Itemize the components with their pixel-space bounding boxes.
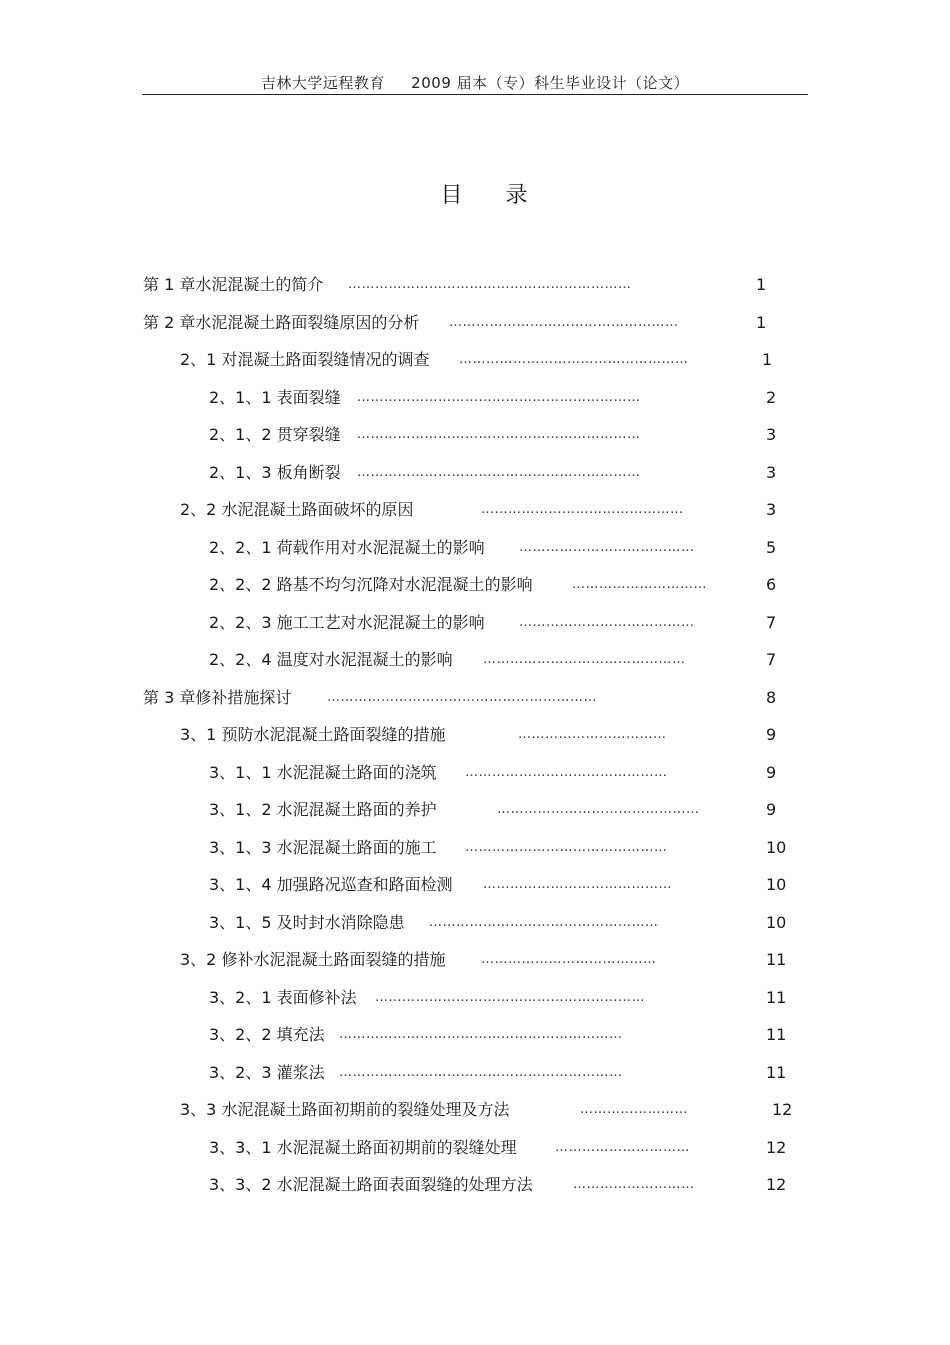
toc-dot-leader: …………………………………………… bbox=[429, 914, 659, 930]
toc-entry[interactable] bbox=[0, 904, 950, 942]
toc-entry[interactable] bbox=[0, 716, 950, 754]
toc-dot-leader: ……………………………………………………… bbox=[339, 1064, 623, 1080]
toc-entry-title[interactable]: 2、1、3 板角断裂 bbox=[209, 462, 341, 482]
toc-page-number: 11 bbox=[766, 950, 787, 969]
toc-dot-leader: …………………………… bbox=[518, 727, 667, 742]
toc-entry-title[interactable]: 3、1、1 水泥混凝土路面的浇筑 bbox=[209, 762, 437, 782]
toc-page-number: 10 bbox=[766, 837, 787, 857]
toc-dot-leader: ……………………… bbox=[573, 1177, 695, 1192]
toc-entry[interactable] bbox=[0, 491, 950, 529]
toc-entry[interactable] bbox=[0, 979, 950, 1017]
toc-dot-leader: ………………………………… bbox=[481, 952, 657, 967]
toc-entry-title[interactable]: 3、1、3 水泥混凝土路面的施工 bbox=[209, 837, 437, 857]
toc-dot-leader: ……………………………………………………… bbox=[339, 1027, 623, 1042]
table-of-contents bbox=[0, 266, 950, 1204]
toc-page-number: 7 bbox=[766, 650, 777, 669]
toc-dot-leader: …………………………………… bbox=[483, 877, 672, 892]
toc-page-number: 6 bbox=[766, 575, 777, 594]
toc-dot-leader: …………………………………………………… bbox=[327, 689, 597, 705]
toc-entry[interactable] bbox=[0, 1091, 950, 1129]
page-title: 目 录 bbox=[440, 183, 546, 208]
toc-entry-title[interactable]: 2、2、1 荷载作用对水泥混凝土的影响 bbox=[209, 537, 485, 557]
toc-entry-title[interactable]: 3、3、2 水泥混凝土路面表面裂缝的处理方法 bbox=[209, 1175, 533, 1194]
toc-entry-title[interactable]: 3、1、5 及时封水消除隐患 bbox=[209, 912, 405, 932]
toc-entry[interactable] bbox=[0, 754, 950, 792]
toc-entry[interactable] bbox=[0, 641, 950, 679]
toc-page-number: 10 bbox=[766, 912, 787, 932]
toc-dot-leader: ……………………………………………………… bbox=[357, 464, 641, 480]
toc-entry[interactable] bbox=[0, 829, 950, 867]
toc-entry[interactable] bbox=[0, 304, 950, 342]
toc-entry[interactable] bbox=[0, 1129, 950, 1167]
toc-entry-title[interactable]: 3、2 修补水泥混凝土路面裂缝的措施 bbox=[180, 950, 446, 969]
toc-entry[interactable] bbox=[0, 566, 950, 604]
toc-page-number: 1 bbox=[756, 312, 767, 332]
toc-entry-title[interactable]: 2、2、2 路基不均匀沉降对水泥混凝土的影响 bbox=[209, 575, 533, 594]
toc-dot-leader: ……………………………………………………… bbox=[357, 389, 641, 405]
toc-entry-title[interactable]: 2、2、4 温度对水泥混凝土的影响 bbox=[209, 650, 453, 669]
toc-page-number: 12 bbox=[766, 1175, 787, 1194]
toc-dot-leader: …………………………………………………… bbox=[375, 989, 645, 1005]
toc-entry-title[interactable]: 第 3 章修补措施探讨 bbox=[143, 687, 292, 707]
toc-dot-leader: ……………………………………… bbox=[481, 502, 684, 517]
toc-page-number: 12 bbox=[766, 1137, 787, 1157]
toc-entry-title[interactable]: 3、1、4 加强路况巡查和路面检测 bbox=[209, 875, 453, 894]
toc-entry[interactable] bbox=[0, 341, 950, 379]
header-rule bbox=[142, 94, 808, 95]
toc-page-number: 1 bbox=[762, 350, 773, 369]
toc-entry-title[interactable]: 3、3 水泥混凝土路面初期前的裂缝处理及方法 bbox=[180, 1100, 510, 1119]
toc-dot-leader: …………………………………………… bbox=[459, 352, 689, 367]
toc-dot-leader: ……………………………………… bbox=[497, 802, 700, 817]
toc-page-number: 3 bbox=[766, 425, 777, 444]
toc-entry-title[interactable]: 2、1、1 表面裂缝 bbox=[209, 387, 341, 407]
toc-entry-title[interactable]: 2、1 对混凝土路面裂缝情况的调查 bbox=[180, 350, 430, 369]
toc-entry-title[interactable]: 2、2、3 施工工艺对水泥混凝土的影响 bbox=[209, 612, 485, 632]
toc-page-number: 1 bbox=[756, 275, 767, 294]
toc-entry-title[interactable]: 3、2、1 表面修补法 bbox=[209, 987, 357, 1007]
toc-entry[interactable] bbox=[0, 604, 950, 642]
toc-dot-leader: ………………………………… bbox=[519, 539, 695, 555]
toc-entry[interactable] bbox=[0, 266, 950, 304]
toc-entry-title[interactable]: 2、2 水泥混凝土路面破坏的原因 bbox=[180, 500, 414, 519]
toc-entry[interactable] bbox=[0, 679, 950, 717]
toc-entry[interactable] bbox=[0, 866, 950, 904]
toc-page-number: 11 bbox=[766, 987, 787, 1007]
toc-entry-title[interactable]: 3、2、2 填充法 bbox=[209, 1025, 325, 1044]
toc-dot-leader: ……………………………………… bbox=[465, 764, 668, 780]
toc-page-number: 12 bbox=[772, 1100, 793, 1119]
toc-page-number: 9 bbox=[766, 800, 777, 819]
running-header: 吉林大学远程教育 2009 届本（专）科生毕业设计（论文） bbox=[260, 74, 690, 92]
toc-entry-title[interactable]: 第 1 章水泥混凝土的简介 bbox=[143, 275, 324, 294]
toc-dot-leader: ……………………………………… bbox=[465, 839, 668, 855]
toc-page-number: 8 bbox=[766, 687, 777, 707]
toc-entry-title[interactable]: 第 2 章水泥混凝土路面裂缝原因的分析 bbox=[143, 312, 420, 332]
toc-page-number: 3 bbox=[766, 462, 777, 482]
toc-page-number: 11 bbox=[766, 1062, 787, 1082]
toc-entry[interactable] bbox=[0, 379, 950, 417]
toc-entry[interactable] bbox=[0, 416, 950, 454]
toc-entry[interactable] bbox=[0, 791, 950, 829]
toc-entry[interactable] bbox=[0, 1016, 950, 1054]
toc-dot-leader: ……………………………………… bbox=[483, 652, 686, 667]
toc-page-number: 2 bbox=[766, 387, 777, 407]
toc-entry-title[interactable]: 2、1、2 贯穿裂缝 bbox=[209, 425, 341, 444]
toc-entry[interactable] bbox=[0, 454, 950, 492]
toc-page-number: 9 bbox=[766, 725, 777, 744]
toc-dot-leader: …………………………………………… bbox=[449, 314, 679, 330]
toc-entry-title[interactable]: 3、2、3 灌浆法 bbox=[209, 1062, 325, 1082]
toc-entry[interactable] bbox=[0, 1166, 950, 1204]
toc-entry[interactable] bbox=[0, 941, 950, 979]
toc-dot-leader: ……………………………………………………… bbox=[357, 427, 641, 442]
toc-page-number: 11 bbox=[766, 1025, 787, 1044]
toc-dot-leader: ………………………………… bbox=[519, 614, 695, 630]
toc-dot-leader: …………………… bbox=[580, 1102, 688, 1117]
toc-dot-leader: ………………………… bbox=[572, 577, 707, 592]
toc-entry-title[interactable]: 3、1 预防水泥混凝土路面裂缝的措施 bbox=[180, 725, 446, 744]
toc-page-number: 3 bbox=[766, 500, 777, 519]
toc-page-number: 7 bbox=[766, 612, 777, 632]
toc-dot-leader: ……………………………………………………… bbox=[348, 277, 632, 292]
toc-entry-title[interactable]: 3、3、1 水泥混凝土路面初期前的裂缝处理 bbox=[209, 1137, 517, 1157]
toc-entry-title[interactable]: 3、1、2 水泥混凝土路面的养护 bbox=[209, 800, 437, 819]
toc-page-number: 10 bbox=[766, 875, 787, 894]
toc-entry[interactable] bbox=[0, 1054, 950, 1092]
toc-page-number: 9 bbox=[766, 762, 777, 782]
toc-entry[interactable] bbox=[0, 529, 950, 567]
toc-page-number: 5 bbox=[766, 537, 777, 557]
toc-dot-leader: ………………………… bbox=[555, 1139, 690, 1155]
